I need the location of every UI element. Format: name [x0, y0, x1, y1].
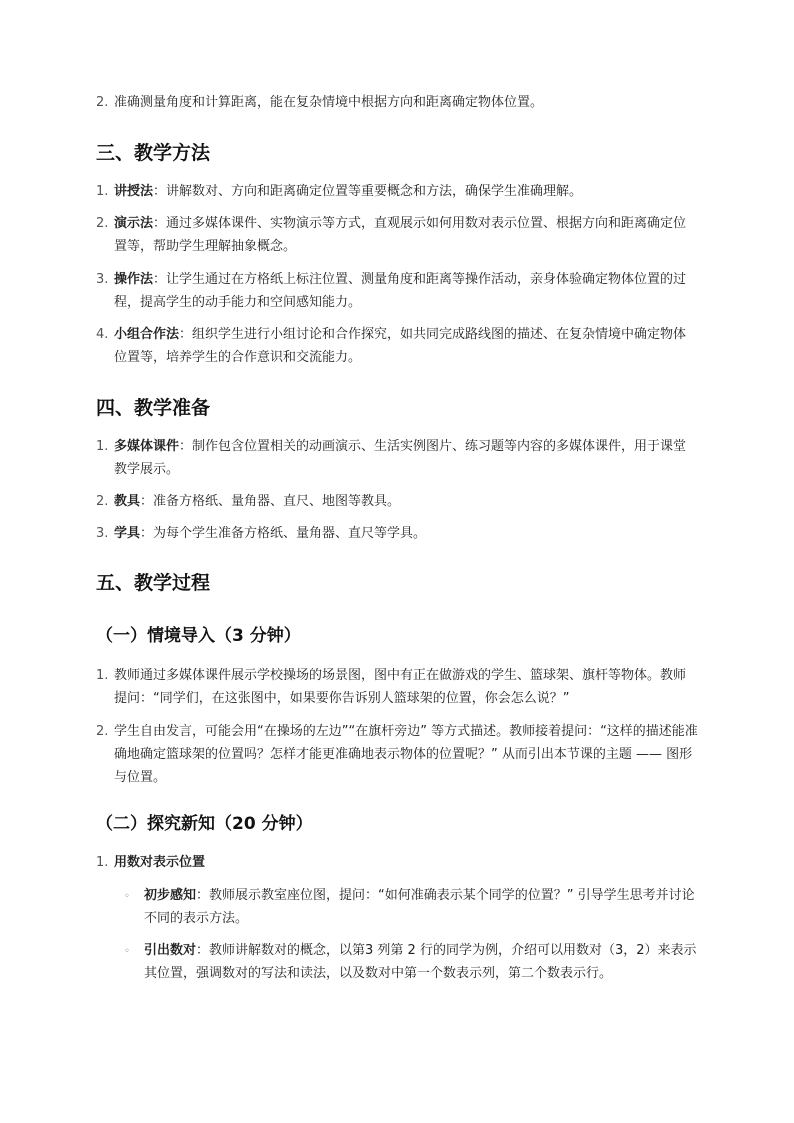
- item-text: ：让学生通过在方格纸上标注位置、测量角度和距离等操作活动，亲身体验确定物体位置的过程，提高学生的动手能力和空间感知能力。: [114, 272, 687, 310]
- list-item: [96, 323, 698, 369]
- list-number: 3.: [96, 526, 109, 541]
- item-label: 多媒体课件: [114, 439, 180, 454]
- item-label: 学具: [114, 526, 141, 541]
- section-heading-methods: 三、教学方法: [96, 142, 211, 164]
- item-label: 初步感知: [144, 888, 197, 903]
- list-item: [96, 490, 698, 513]
- section-heading-preparation: 四、教学准备: [96, 397, 211, 419]
- item-text: ：组织学生进行小组讨论和合作探究，如共同完成路线图的描述、在复杂情境中确定物体位置等，培养学生的合作意识和交流能力。: [114, 327, 687, 365]
- list-number: 2.: [96, 494, 109, 509]
- list-number: 1.: [96, 184, 109, 199]
- list-item: [96, 851, 698, 874]
- list-number: 2.: [96, 216, 109, 231]
- goal-item: [96, 91, 698, 114]
- item-text: ：教师展示教室座位图，提问：“如何准确表示某个同学的位置？” 引导学生思考并讨论不同的表示方法。: [144, 888, 695, 926]
- section-heading-process: 五、教学过程: [96, 572, 211, 594]
- list-number: 3.: [96, 272, 109, 287]
- item-text: ：讲解数对、方向和距离确定位置等重要概念和方法，确保学生准确理解。: [153, 184, 583, 199]
- list-item: [96, 212, 698, 258]
- list-item: [96, 180, 698, 203]
- list-item: [96, 268, 698, 314]
- item-label: 操作法: [114, 272, 154, 287]
- item-label: 小组合作法: [114, 327, 180, 342]
- item-text: ：教师讲解数对的概念，以第3 列第 2 行的同学为例，介绍可以用数对（3，2）来表示其位置，强调数对的写法和读法，以及数对中第一个数表示列，第二个数表示行。: [144, 943, 697, 981]
- list-number: 1.: [96, 668, 109, 683]
- list-number: 1.: [96, 855, 109, 870]
- list-number: 1.: [96, 439, 109, 454]
- list-item: [96, 522, 698, 545]
- item-text: 教师通过多媒体课件展示学校操场的场景图，图中有正在做游戏的学生、篮球架、旗杆等物体。教师提问：“同学们，在这张图中，如果要你告诉别人篮球架的位置，你会怎么说？”: [114, 668, 687, 706]
- item-text: ：制作包含位置相关的动画演示、生活实例图片、练习题等内容的多媒体课件，用于课堂教学展示。: [114, 439, 687, 477]
- subsection-heading-intro: （一）情境导入（3 分钟）: [96, 626, 301, 646]
- subsection-heading-explore: （二）探究新知（20 分钟）: [96, 814, 313, 834]
- list-number: 2.: [96, 95, 109, 110]
- bullet-icon: ◦: [124, 946, 130, 957]
- item-text: ：为每个学生准备方格纸、量角器、直尺等学具。: [140, 526, 427, 541]
- item-label: 用数对表示位置: [114, 855, 206, 870]
- item-label: 引出数对: [144, 943, 197, 958]
- list-item: [96, 435, 698, 481]
- bullet-item: [124, 939, 698, 985]
- item-text: 学生自由发言，可能会用“在操场的左边”“在旗杆旁边” 等方式描述。教师接着提问：“这样的描述能准确地确定篮球架的位置吗？怎样才能更准确地表示物体的位置呢？” 从而引出本节课的主题 —— 图形与位置。: [114, 724, 698, 785]
- list-text: 准确测量角度和计算距离，能在复杂情境中根据方向和距离确定物体位置。: [114, 95, 544, 110]
- list-item: [96, 664, 698, 710]
- list-item: [96, 720, 698, 789]
- item-label: 讲授法: [114, 184, 154, 199]
- bullet-item: [124, 884, 698, 930]
- item-label: 演示法: [114, 216, 154, 231]
- item-label: 教具: [114, 494, 141, 509]
- item-text: ：通过多媒体课件、实物演示等方式，直观展示如何用数对表示位置、根据方向和距离确定位置等，帮助学生理解抽象概念。: [114, 216, 687, 254]
- bullet-icon: ◦: [124, 891, 130, 902]
- list-number: 2.: [96, 724, 109, 739]
- item-text: ：准备方格纸、量角器、直尺、地图等教具。: [140, 494, 401, 509]
- list-number: 4.: [96, 327, 109, 342]
